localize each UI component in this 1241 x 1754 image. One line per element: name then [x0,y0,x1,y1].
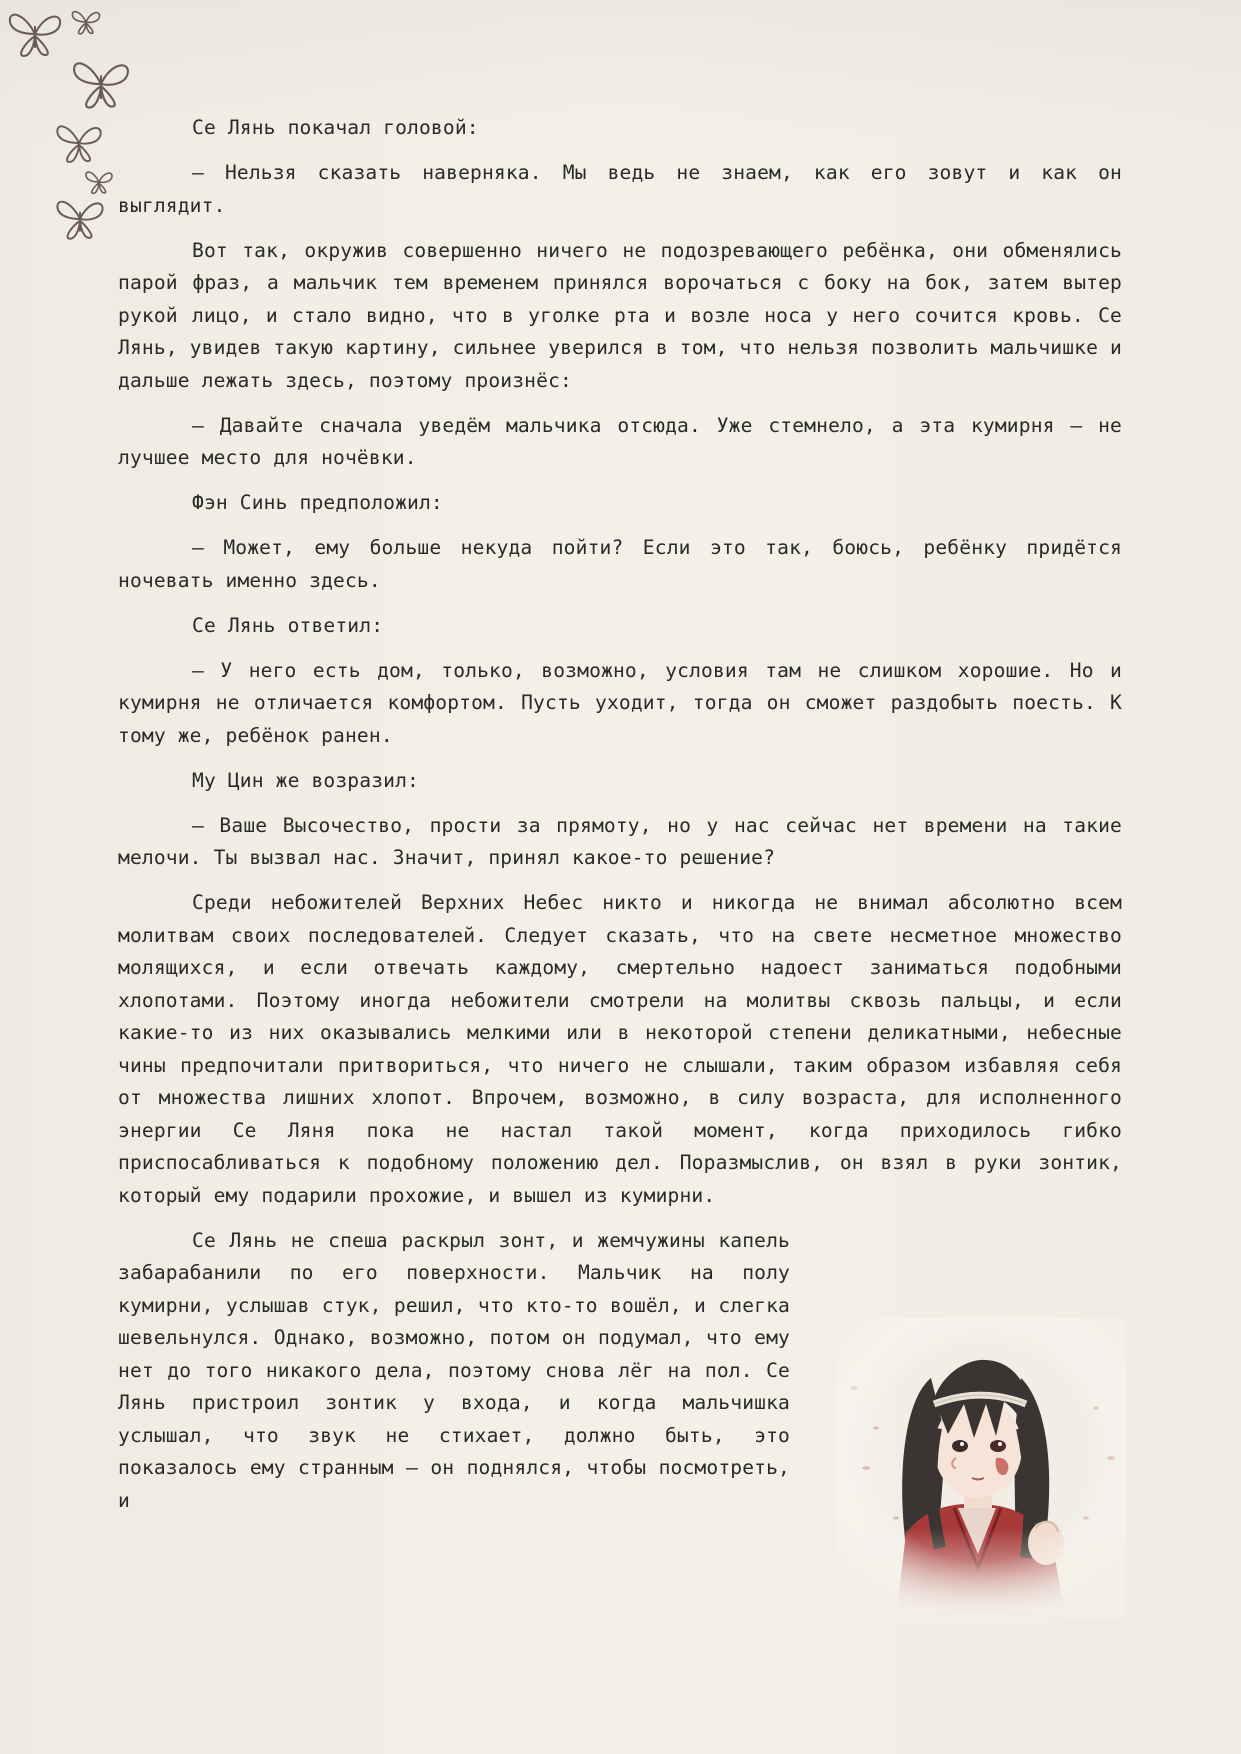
paragraph: Се Лянь не спеша раскрыл зонт, и жемчужины капель забарабанили по его поверхности. Мальчик на полу кумирни, услышав стук, решил, что кто-то вошёл, и слегка шевельнулся. Однако, возможно, потом он подумал, что ему нет до того никакого дела, поэтому снова лёг на пол. Се Лянь пристроил зонтик у входа, и когда мальчишка услышал, что звук не стихает, должно быть, это показалось ему странным — он поднялся, чтобы посмотреть, и [118,1228,790,1512]
paragraph: — У него есть дом, только, возможно, условия там не слишком хорошие. Но и кумирня не отличается комфортом. Пусть уходит, тогда он сможет раздобыть поесть. К тому же, ребёнок ранен. [118,658,1122,747]
paragraph: — Может, ему больше некуда пойти? Если это так, боюсь, ребёнку придётся ночевать именно здесь. [118,536,1122,592]
paragraph: — Ваше Высочество, прости за прямоту, но у нас сейчас нет времени на такие мелочи. Ты вызвал нас. Значит, принял какое-то решение? [118,813,1122,869]
paragraph: Се Лянь ответил: [192,613,384,637]
butterfly-icon [54,194,106,244]
paragraph: — Нельзя сказать наверняка. Мы ведь не знаем, как его зовут и как он выглядит. [118,161,1122,217]
chapter-text [118,112,1122,1530]
paragraph: — Давайте сначала уведём мальчика отсюда. Уже стемнело, а эта кумирня — не лучшее место для ночёвки. [118,413,1122,469]
paragraph: Му Цин же возразил: [192,768,419,792]
butterfly-icon [70,54,132,114]
paragraph: Се Лянь покачал головой: [192,116,479,139]
butterfly-icon [70,8,102,36]
butterfly-icon [6,8,64,60]
paragraph: Фэн Синь предположил: [192,491,443,514]
butterfly-icon [54,120,104,166]
butterfly-icon [84,168,114,196]
boy-illustration [836,1318,1126,1618]
paragraph: Среди небожителей Верхних Небес никто и никогда не внимал абсолютно всем молитвам своих последователей. Следует сказать, что на свете несметное множество молящихся, и если отвечать каждому, смертельно надоест заниматься подобными хлопотами. Поэтому иногда небожители смотрели на молитвы сквозь пальцы, и если какие-то из них оказывались мелкими или в некоторой степени деликатными, небесные чины предпочитали притвориться, что ничего не слышали, таким образом избавляя себя от множества лишних хлопот. Впрочем, возможно, в силу возраста, для исполненного энергии Се Ляня пока не настал такой момент, когда приходилось гибко приспосабливаться к подобному положению дел. Поразмыслив, он взял в руки зонтик, который ему подарили прохожие, и вышел из кумирни. [118,891,1122,1207]
paragraph: Вот так, окружив совершенно ничего не подозревающего ребёнка, они обменялись парой фраз, а мальчик тем временем принялся ворочаться с боку на бок, затем вытер рукой лицо, и стало видно, что в уголке рта и возле носа у него сочится кровь. Се Лянь, увидев такую картину, сильнее уверился в том, что нельзя позволить мальчишке и дальше лежать здесь, поэтому произнёс: [118,238,1122,392]
